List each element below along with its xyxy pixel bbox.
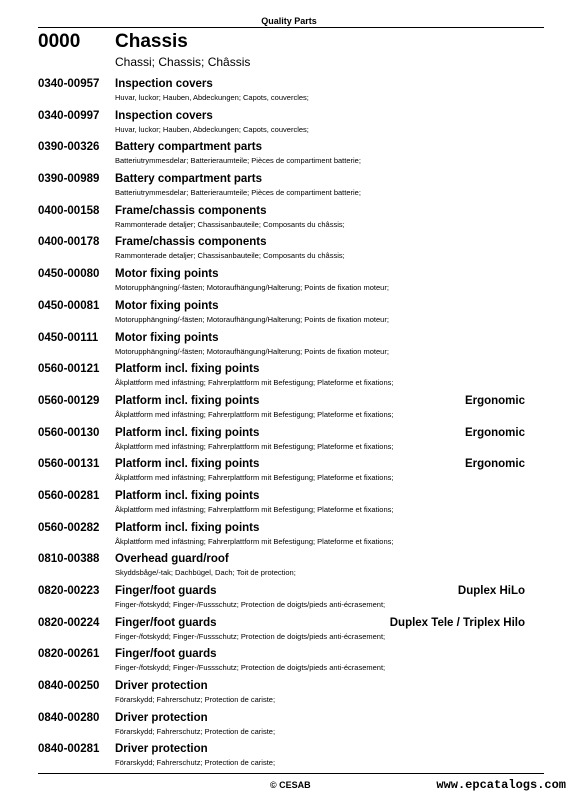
list-item xyxy=(0,583,578,615)
page-header: Quality Parts xyxy=(261,16,317,26)
part-name: Platform incl. fixing points xyxy=(115,394,260,407)
part-name: Motor fixing points xyxy=(115,268,219,281)
part-name: Frame/chassis components xyxy=(115,204,267,217)
part-number: 0560-00121 xyxy=(38,363,100,376)
part-description: Finger-/fotskydd; Finger-/Fussschutz; Protection de doigts/pieds anti-écrasement; xyxy=(115,600,386,609)
part-variant: Duplex HiLo xyxy=(457,585,525,597)
part-name: Inspection covers xyxy=(115,109,213,122)
part-number: 0560-00131 xyxy=(38,458,100,471)
list-item xyxy=(0,488,578,520)
part-description: Motorupphängning/-fästen; Motoraufhängung/Halterung; Points de fixation moteur; xyxy=(115,314,389,324)
part-number: 0560-00129 xyxy=(38,394,100,407)
header-divider xyxy=(38,27,544,28)
list-item xyxy=(0,139,578,171)
part-number: 0560-00130 xyxy=(38,426,100,439)
part-number: 0840-00281 xyxy=(38,743,100,756)
list-item xyxy=(0,108,578,140)
part-name: Platform incl. fixing points xyxy=(115,426,260,439)
part-number: 0560-00282 xyxy=(38,521,100,534)
part-name: Platform incl. fixing points xyxy=(115,363,260,376)
part-description: Förarskydd; Fahrerschutz; Protection de cariste; xyxy=(115,758,276,768)
list-item xyxy=(0,266,578,298)
part-number: 0450-00111 xyxy=(38,331,99,344)
part-name: Motor fixing points xyxy=(115,299,219,312)
part-description: Batteriutrymmesdelar; Batterieraumteile; Pièces de compartiment batterie; xyxy=(115,156,361,166)
part-description: Åkplattform med infästning; Fahrerplattform mit Befestigung; Plateforme et fixations; xyxy=(115,536,394,546)
part-number: 0400-00158 xyxy=(38,204,100,217)
list-item xyxy=(0,298,578,330)
part-description: Rammonterade detaljer; Chassisanbauteile; Composants du châssis; xyxy=(115,251,345,261)
list-item xyxy=(0,710,578,742)
part-description: Åkplattform med infästning; Fahrerplattform mit Befestigung; Plateforme et fixations; xyxy=(115,378,394,388)
part-number: 0560-00281 xyxy=(38,489,100,502)
brand-logo: © CESAB xyxy=(270,780,311,790)
part-description: Finger-/fotskydd; Finger-/Fussschutz; Protection de doigts/pieds anti-écrasement; xyxy=(115,663,386,673)
part-name: Finger/foot guards xyxy=(115,616,217,629)
list-item xyxy=(0,234,578,266)
part-description: Åkplattform med infästning; Fahrerplattform mit Befestigung; Plateforme et fixations; xyxy=(115,409,394,419)
list-item xyxy=(0,678,578,710)
part-description: Åkplattform med infästning; Fahrerplattform mit Befestigung; Plateforme et fixations; xyxy=(115,441,394,451)
part-name: Finger/foot guards xyxy=(115,648,217,661)
part-name: Inspection covers xyxy=(115,78,213,90)
part-description: Batteriutrymmesdelar; Batterieraumteile; Pièces de compartiment batterie; xyxy=(115,188,361,198)
part-name: Frame/chassis components xyxy=(115,236,267,249)
list-item xyxy=(0,615,578,647)
list-item xyxy=(0,425,578,457)
list-item xyxy=(0,520,578,552)
list-item xyxy=(0,330,578,362)
footer-divider xyxy=(38,773,544,774)
part-description: Förarskydd; Fahrerschutz; Protection de cariste; xyxy=(115,726,276,736)
part-number: 0400-00178 xyxy=(38,236,100,249)
part-variant: Ergonomic xyxy=(464,426,525,439)
part-number: 0340-00957 xyxy=(38,78,100,90)
part-name: Overhead guard/roof xyxy=(115,553,229,566)
part-number: 0390-00326 xyxy=(38,141,100,154)
part-number: 0340-00997 xyxy=(38,109,100,122)
section-title: Chassis xyxy=(115,31,188,52)
part-number: 0840-00280 xyxy=(38,711,100,724)
list-item xyxy=(0,393,578,425)
list-item xyxy=(0,646,578,678)
list-item xyxy=(0,551,578,583)
part-description: Motorupphängning/-fästen; Motoraufhängung/Halterung; Points de fixation moteur; xyxy=(115,283,389,293)
part-description: Rammonterade detaljer; Chassisanbauteile; Composants du châssis; xyxy=(115,219,345,229)
part-number: 0390-00989 xyxy=(38,173,100,186)
part-description: Förarskydd; Fahrerschutz; Protection de cariste; xyxy=(115,695,276,705)
list-item xyxy=(0,171,578,203)
part-number: 0810-00388 xyxy=(38,553,100,566)
section-subtitle: Chassi; Chassis; Châssis xyxy=(115,55,251,69)
part-name: Driver protection xyxy=(115,743,208,756)
part-name: Platform incl. fixing points xyxy=(115,521,260,534)
part-number: 0820-00223 xyxy=(38,585,100,597)
part-number: 0450-00081 xyxy=(38,299,100,312)
part-name: Platform incl. fixing points xyxy=(115,458,260,471)
part-name: Platform incl. fixing points xyxy=(115,489,260,502)
part-variant: Ergonomic xyxy=(464,458,525,471)
part-name: Battery compartment parts xyxy=(115,141,262,154)
part-description: Huvar, luckor; Hauben, Abdeckungen; Capots, couvercles; xyxy=(115,124,309,134)
part-number: 0820-00261 xyxy=(38,648,100,661)
list-item xyxy=(0,456,578,488)
part-variant: Ergonomic xyxy=(464,394,525,407)
part-name: Motor fixing points xyxy=(115,331,219,344)
list-item xyxy=(0,361,578,393)
part-description: Finger-/fotskydd; Finger-/Fussschutz; Protection de doigts/pieds anti-écrasement; xyxy=(115,631,386,641)
part-name: Driver protection xyxy=(115,680,208,693)
part-description: Huvar, luckor; Hauben, Abdeckungen; Capots, couvercles; xyxy=(115,93,309,102)
part-number: 0820-00224 xyxy=(38,616,100,629)
part-number: 0840-00250 xyxy=(38,680,100,693)
part-name: Driver protection xyxy=(115,711,208,724)
part-name: Battery compartment parts xyxy=(115,173,262,186)
list-item xyxy=(0,741,578,773)
parts-list xyxy=(0,76,578,773)
part-description: Motorupphängning/-fästen; Motoraufhängung/Halterung; Points de fixation moteur; xyxy=(115,346,389,356)
part-name: Finger/foot guards xyxy=(115,585,217,597)
watermark-url: www.epcatalogs.com xyxy=(436,778,566,792)
part-number: 0450-00080 xyxy=(38,268,100,281)
section-code: 0000 xyxy=(38,31,81,52)
part-description: Åkplattform med infästning; Fahrerplattform mit Befestigung; Plateforme et fixations; xyxy=(115,504,394,514)
list-item xyxy=(0,203,578,235)
part-variant: Duplex Tele / Triplex Hilo xyxy=(389,616,525,629)
list-item xyxy=(0,76,578,108)
part-description: Åkplattform med infästning; Fahrerplattform mit Befestigung; Plateforme et fixations; xyxy=(115,473,394,483)
part-description: Skyddsbåge/-tak; Dachbügel, Dach; Toit de protection; xyxy=(115,568,296,578)
